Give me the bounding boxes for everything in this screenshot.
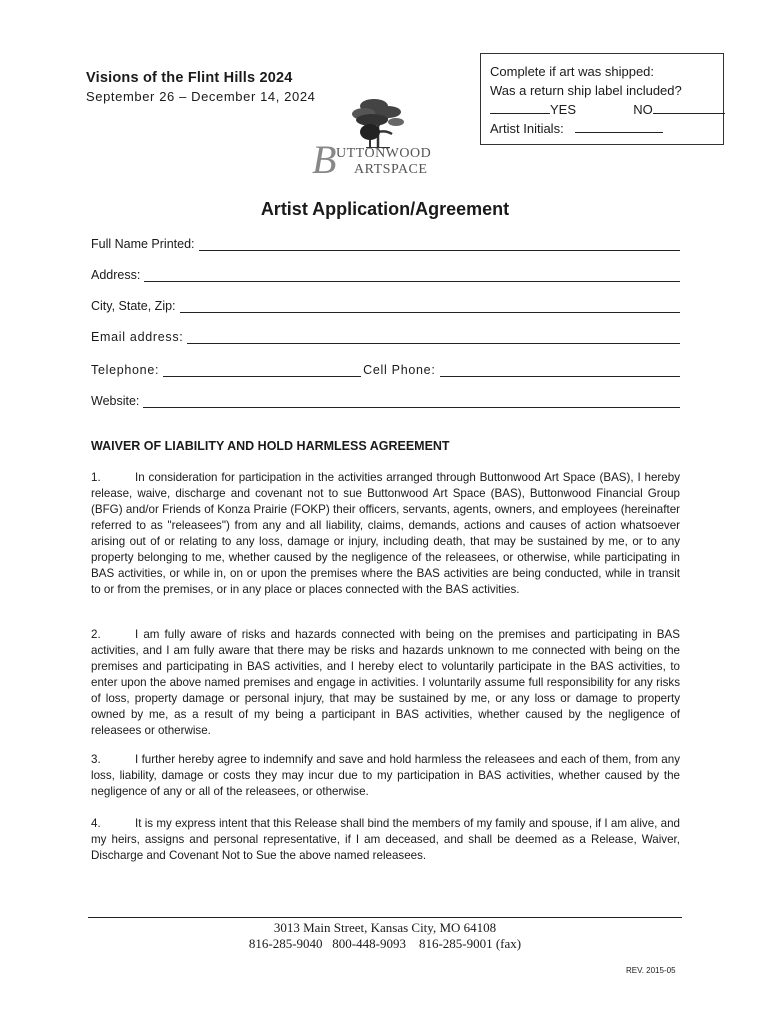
paragraph-number: 1. <box>91 471 101 484</box>
shipping-line1: Complete if art was shipped: <box>490 64 655 79</box>
full-name-label: Full Name Printed: <box>91 237 195 251</box>
logo-line2: ARTSPACE <box>354 162 428 177</box>
paragraph-text: I further hereby agree to indemnify and save and hold harmless the releasees and each of them, from any loss, liability, damage or costs they may incur due to my participation in BAS activities, whether caused by the negligence of any or all of the releasees, or otherwise. <box>91 753 680 798</box>
paragraph-text: It is my express intent that this Release shall bind the members of my family and spouse, if I am alive, and my heirs, assigns and personal representative, if I am deceased, and shall be deemed as a Release, Waiver, Discharge and Covenant Not to Sue the above named releasees. <box>91 817 680 862</box>
paragraph-text: I am fully aware of risks and hazards connected with being on the premises and participating in BAS activities, and I am fully aware that there may be risks and hazards unknown to me connected with being on the premises and participating in BAS activities, and I hereby elect to voluntarily participate in the BAS activities, to enter upon the above named premises and engage in activities. I voluntarily assume full responsibility for any risks of loss, property damage or personal injury, that may be sustained by me, or any loss or damage to property owned by me, as a result of my being a participant in BAS activities, whether caused by the negligence of releasees or otherwise. <box>91 628 680 737</box>
paragraph-number: 3. <box>91 753 101 766</box>
no-blank[interactable] <box>653 100 725 114</box>
initials-label: Artist Initials: <box>490 121 564 136</box>
address-label: Address: <box>91 268 141 282</box>
address-input[interactable] <box>144 269 680 282</box>
city-state-zip-input[interactable] <box>180 300 680 313</box>
return-label-options <box>490 100 714 119</box>
city-state-zip-label: City, State, Zip: <box>91 299 176 313</box>
logo-initial: B <box>312 137 337 182</box>
website-field <box>91 394 680 408</box>
waiver-paragraph-3 <box>91 752 680 800</box>
website-input[interactable] <box>143 395 680 408</box>
event-dates: September 26 – December 14, 2024 <box>86 89 316 104</box>
initials-blank[interactable] <box>575 119 663 133</box>
revision-label: REV. 2015-05 <box>626 966 676 975</box>
cell-phone-input[interactable] <box>440 364 681 377</box>
address-field <box>91 268 680 282</box>
yes-blank[interactable] <box>490 100 550 114</box>
event-header <box>86 70 316 104</box>
logo-line1: UTTONWOOD <box>336 146 432 161</box>
form-title: Artist Application/Agreement <box>260 199 510 219</box>
paragraph-number: 4. <box>91 817 101 830</box>
waiver-paragraph-1 <box>91 470 680 598</box>
paragraph-number: 2. <box>91 628 101 641</box>
waiver-paragraph-4 <box>91 816 680 864</box>
event-title: Visions of the Flint Hills 2024 <box>86 70 293 86</box>
telephone-label: Telephone: <box>91 363 160 377</box>
city-state-zip-field <box>91 299 680 313</box>
no-label: NO <box>633 102 653 117</box>
waiver-paragraph-2 <box>91 627 680 739</box>
telephone-input[interactable] <box>163 364 361 377</box>
buttonwood-artspace-logo <box>308 96 443 182</box>
website-label: Website: <box>91 394 140 408</box>
yes-label: YES <box>550 102 577 117</box>
email-label: Email address: <box>91 330 184 344</box>
cell-phone-label: Cell Phone: <box>363 363 436 377</box>
phone-fields <box>91 363 680 377</box>
email-input[interactable] <box>187 331 680 344</box>
full-name-input[interactable] <box>199 238 680 251</box>
footer-divider <box>88 917 682 918</box>
initials-row <box>490 119 714 138</box>
shipping-line2: Was a return ship label included? <box>490 83 682 98</box>
email-field <box>91 330 680 344</box>
shipping-box <box>480 53 724 145</box>
waiver-heading: WAIVER OF LIABILITY AND HOLD HARMLESS AGREEMENT <box>91 439 450 453</box>
full-name-field <box>91 237 680 251</box>
paragraph-text: In consideration for participation in the activities arranged through Buttonwood Art Space (BAS), I hereby release, waive, discharge and covenant not to sue Buttonwood Art Space (BAS), Buttonwood Financial Group (BFG) and/or Friends of Konza Prairie (FOKP) their officers, servants, agents, owners, and employees (hereinafter referred to as "releasees") from any and all liability, claims, demands, actions and causes of action whatsoever arising out of or relating to any loss, damage or injury, including death, that may be sustained by me, or to any property belonging to me, whether caused by the negligence of the releasees, or otherwise, while participating in BAS activities, or while in, on or upon the premises where the BAS activities are being conducted, while in transit to or from the premises, or in any place or places connected with the BAS activities. <box>91 471 680 596</box>
footer-address: 3013 Main Street, Kansas City, MO 64108 <box>273 920 497 935</box>
footer-phones: 816-285-9040 800-448-9093 816-285-9001 (fax) <box>248 936 522 951</box>
